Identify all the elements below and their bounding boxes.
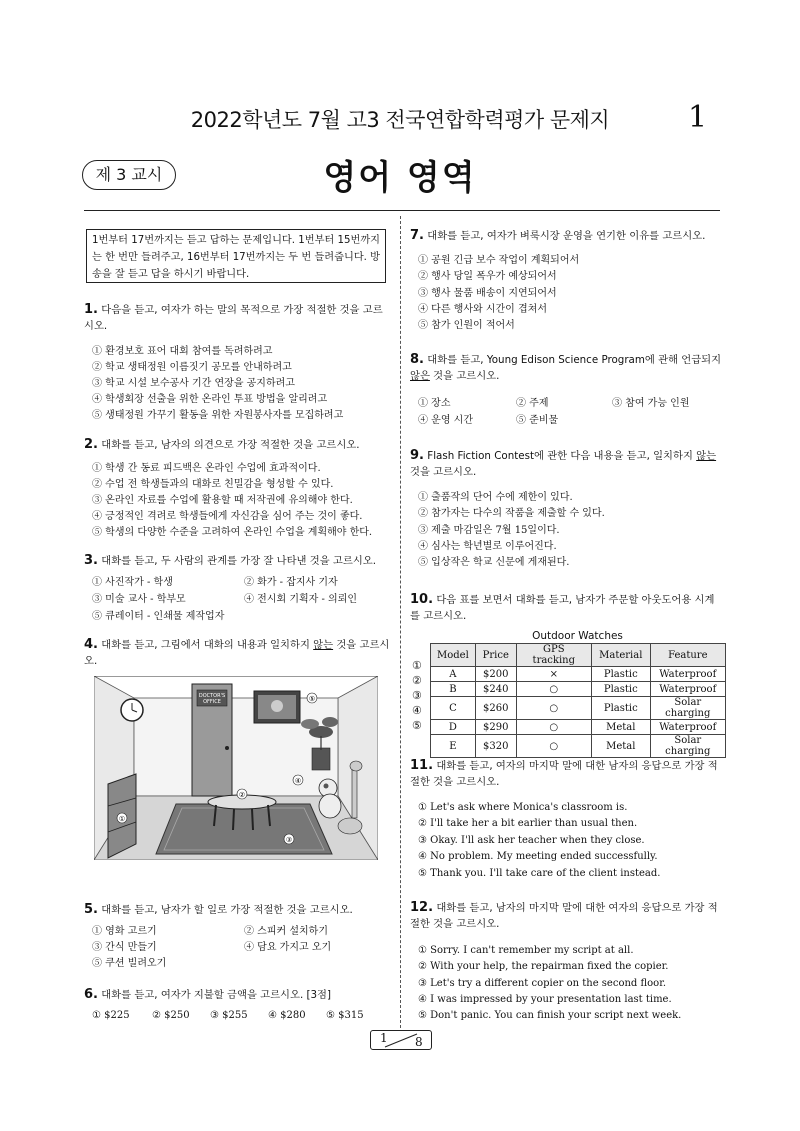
table-row: [431, 682, 726, 697]
question-text: 대화를 듣고, 여자의 마지막 말에 대한 남자의 응답으로 가장 적절한 것을 고르시오.: [410, 760, 718, 788]
option[interactable]: ② 화가 - 잡지사 기자: [244, 577, 338, 588]
question-text-part: 않는: [313, 639, 334, 651]
table-cell: Plastic: [591, 697, 650, 720]
question-number: 2.: [84, 437, 98, 452]
svg-text:③: ③: [285, 836, 293, 844]
question-2: [84, 437, 392, 453]
question-number: 9.: [410, 448, 424, 463]
table-cell: $240: [475, 682, 516, 697]
table-row: [431, 720, 726, 735]
column-header: Price: [475, 644, 516, 667]
option[interactable]: ④ $280: [268, 1010, 306, 1021]
option[interactable]: ④ 담요 가지고 오기: [244, 942, 332, 953]
option[interactable]: ② 학교 생태정원 이름짓기 공모를 안내하려고: [92, 362, 292, 373]
table-cell: ○: [516, 735, 591, 758]
subject-title: 영어 영역: [323, 158, 477, 198]
question-10: [410, 592, 722, 624]
option[interactable]: ② 수업 전 학생들과의 대화로 친밀감을 형성할 수 있다.: [92, 479, 334, 490]
option[interactable]: ⑤ 입상작은 학교 신문에 게재된다.: [418, 557, 570, 568]
question-1: [84, 302, 392, 334]
question-number: 4.: [84, 637, 98, 652]
option[interactable]: ⑤ 큐레이터 - 인쇄물 제작업자: [92, 611, 225, 622]
option[interactable]: ⑤ $315: [326, 1010, 364, 1021]
table-cell: Plastic: [591, 667, 650, 682]
table-cell: $290: [475, 720, 516, 735]
option[interactable]: ④ 전시회 기획자 - 의뢰인: [244, 594, 358, 605]
header-divider: [84, 210, 720, 211]
table-cell: $260: [475, 697, 516, 720]
option[interactable]: ⑤ 참가 인원이 적어서: [418, 320, 515, 331]
option[interactable]: ② I'll take her a bit earlier than usual then.: [418, 818, 638, 829]
table-cell: ○: [516, 720, 591, 735]
table-cell: E: [431, 735, 476, 758]
option[interactable]: ③ 행사 물품 배송이 지연되어서: [418, 288, 557, 299]
table-cell: A: [431, 667, 476, 682]
option[interactable]: ⑤ Don't panic. You can finish your script next week.: [418, 1010, 682, 1021]
question-text-part: 대화를 듣고, Young Edison Science Program에 관해 언급되지: [427, 354, 722, 366]
question-3: [84, 553, 394, 569]
option[interactable]: ④ 학생회장 선출을 위한 온라인 투표 방법을 알리려고: [92, 394, 328, 405]
question-number: 5.: [84, 902, 98, 917]
table-cell: $200: [475, 667, 516, 682]
question-number: 8.: [410, 352, 424, 367]
rug: [156, 804, 332, 854]
option[interactable]: ② $250: [152, 1010, 190, 1021]
column-header: Material: [591, 644, 650, 667]
option[interactable]: ① 사진작가 - 학생: [92, 577, 173, 588]
table-cell: Solar charging: [650, 735, 725, 758]
question-number: 12.: [410, 900, 434, 915]
svg-text:⑤: ⑤: [308, 695, 316, 703]
svg-text:OFFICE: OFFICE: [203, 699, 221, 705]
option[interactable]: ④ 운영 시간: [418, 415, 473, 426]
option[interactable]: ② 행사 당일 폭우가 예상되어서: [418, 271, 557, 282]
option[interactable]: ④ 심사는 학년별로 이루어진다.: [418, 541, 557, 552]
option[interactable]: ① $225: [92, 1010, 130, 1021]
option[interactable]: ④ 다른 행사와 시간이 겹쳐서: [418, 304, 547, 315]
question-text-part: 것을 고르시오.: [410, 466, 477, 478]
table-cell: Waterproof: [650, 682, 725, 697]
bookshelf: [108, 774, 136, 858]
option[interactable]: ① 학생 간 동료 피드백은 온라인 수업에 효과적이다.: [92, 463, 321, 474]
question-text: 대화를 듣고, 두 사람의 관계를 가장 잘 나타낸 것을 고르시오.: [101, 555, 376, 567]
table-cell: ○: [516, 682, 591, 697]
table-cell: B: [431, 682, 476, 697]
door: [192, 684, 232, 796]
option[interactable]: ② 주제: [516, 398, 549, 409]
option[interactable]: ④: [412, 704, 422, 717]
option[interactable]: ① 환경보호 표어 대회 참여를 독려하려고: [92, 346, 273, 357]
svg-text:②: ②: [238, 791, 246, 799]
option[interactable]: ③ 제출 마감일은 7월 15일이다.: [418, 525, 560, 536]
page-indicator: [370, 1030, 432, 1050]
option[interactable]: ② 스피커 설치하기: [244, 926, 328, 937]
option[interactable]: ④ 긍정적인 격려로 학생들에게 자신감을 심어 주는 것이 좋다.: [92, 511, 363, 522]
question-text: 대화를 듣고, 여자가 지불할 금액을 고르시오. [3점]: [101, 989, 332, 1001]
option[interactable]: ② 참가자는 다수의 작품을 제출할 수 있다.: [418, 508, 605, 519]
column-header: GPS tracking: [516, 644, 591, 667]
svg-text:④: ④: [294, 777, 302, 785]
question-9: [410, 448, 722, 480]
option[interactable]: ① 출품작의 단어 수에 제한이 있다.: [418, 492, 573, 503]
option[interactable]: ③ Okay. I'll ask her teacher when they close.: [418, 835, 645, 846]
question-number: 11.: [410, 758, 434, 773]
option[interactable]: ③ 참여 가능 인원: [612, 398, 690, 409]
question-text-part: 대화를 듣고, 그림에서 대화의 내용과 일치하지: [101, 639, 314, 651]
question-number: 1.: [84, 302, 98, 317]
option[interactable]: ① 장소: [418, 398, 451, 409]
option[interactable]: ① 영화 고르기: [92, 926, 157, 937]
question-6: [84, 987, 392, 1003]
option[interactable]: ②: [412, 674, 422, 687]
option[interactable]: ④ I was impressed by your presentation last time.: [418, 994, 672, 1005]
table-cell: Solar charging: [650, 697, 725, 720]
question-number: 6.: [84, 987, 98, 1002]
question-text: 다음을 듣고, 여자가 하는 말의 목적으로 가장 적절한 것을 고르시오.: [84, 304, 383, 332]
table-row: [431, 697, 726, 720]
question-number: 7.: [410, 228, 424, 243]
table-header-row: [431, 644, 726, 667]
table-title: Outdoor Watches: [532, 630, 623, 642]
column-header: Model: [431, 644, 476, 667]
option[interactable]: ①: [412, 659, 422, 672]
question-number: 3.: [84, 553, 98, 568]
column-header: Feature: [650, 644, 725, 667]
question-4: [84, 637, 392, 669]
option[interactable]: ① Let's ask where Monica's classroom is.: [418, 802, 628, 813]
question-5: [84, 902, 392, 918]
question-8: [410, 352, 722, 384]
page-number: 1: [688, 100, 708, 135]
table-cell: Plastic: [591, 682, 650, 697]
column-divider: [400, 216, 401, 1028]
option[interactable]: ③ Let's try a different copier on the second floor.: [418, 978, 667, 989]
office-illustration: [94, 676, 378, 860]
table-cell: $320: [475, 735, 516, 758]
option[interactable]: ① 공원 긴급 보수 작업이 계획되어서: [418, 255, 580, 266]
question-12: [410, 900, 722, 932]
current-page: 1: [380, 1031, 388, 1045]
table-cell: C: [431, 697, 476, 720]
exam-title: 2022학년도 7월 고3 전국연합학력평가 문제지: [190, 108, 610, 132]
question-text-part: 것을 고르시오.: [429, 370, 500, 382]
option[interactable]: ⑤ 학생의 다양한 수준을 고려하여 온라인 수업을 계획해야 한다.: [92, 527, 373, 538]
question-text: 대화를 듣고, 남자의 의견으로 가장 적절한 것을 고르시오.: [101, 439, 360, 451]
question-text: 다음 표를 보면서 대화를 듣고, 남자가 주문할 아웃도어용 시계를 고르시오.: [410, 594, 715, 622]
table-cell: Waterproof: [650, 720, 725, 735]
option[interactable]: ② With your help, the repairman fixed the copier.: [418, 961, 669, 972]
question-text: 대화를 듣고, 여자가 벼룩시장 운영을 연기한 이유를 고르시오.: [427, 230, 706, 242]
question-text-part: 않는: [696, 450, 717, 462]
option[interactable]: ③ 온라인 자료를 수업에 활용할 때 저작권에 유의해야 한다.: [92, 495, 353, 506]
table-cell: ○: [516, 697, 591, 720]
question-text-part: Flash Fiction Contest에 관한 다음 내용을 듣고, 일치하지: [427, 450, 697, 462]
table-cell: Metal: [591, 720, 650, 735]
question-text: 대화를 듣고, 남자가 할 일로 가장 적절한 것을 고르시오.: [101, 904, 353, 916]
question-text: 대화를 듣고, 남자의 마지막 말에 대한 여자의 응답으로 가장 적절한 것을 고르시오.: [410, 902, 718, 930]
option[interactable]: ① Sorry. I can't remember my script at all.: [418, 945, 634, 956]
option[interactable]: ④ No problem. My meeting ended successfully.: [418, 851, 658, 862]
option[interactable]: ⑤ 준비물: [516, 415, 559, 426]
clock-icon: [121, 699, 143, 721]
option[interactable]: ③ $255: [210, 1010, 248, 1021]
table-cell: ×: [516, 667, 591, 682]
option[interactable]: ⑤ 생태정원 가꾸기 활동을 위한 자원봉사자를 모집하려고: [92, 410, 344, 421]
question-text-part: 것을 고르시오.: [84, 639, 390, 667]
option[interactable]: ⑤: [412, 719, 422, 732]
listening-notice: 1번부터 17번까지는 듣고 답하는 문제입니다. 1번부터 15번까지는 한 번만 들려주고, 16번부터 17번까지는 두 번 들려줍니다. 방송을 잘 듣고 답을 하시기 바랍니다.: [86, 229, 386, 283]
option[interactable]: ③: [412, 689, 422, 702]
svg-text:①: ①: [118, 815, 126, 823]
svg-text:DOCTOR'S: DOCTOR'S: [198, 693, 226, 699]
watch-table: [430, 643, 726, 758]
table-cell: D: [431, 720, 476, 735]
session-badge: 제 3 교시: [82, 160, 176, 190]
question-number: 10.: [410, 592, 434, 607]
option[interactable]: ⑤ Thank you. I'll take care of the client instead.: [418, 868, 661, 879]
table-cell: Metal: [591, 735, 650, 758]
table-row: [431, 667, 726, 682]
total-pages: 8: [415, 1035, 423, 1049]
table-row: [431, 735, 726, 758]
question-7: [410, 228, 722, 244]
option[interactable]: ③ 미술 교사 - 학부모: [92, 594, 186, 605]
table-cell: Waterproof: [650, 667, 725, 682]
option[interactable]: ③ 간식 만들기: [92, 942, 157, 953]
option[interactable]: ⑤ 쿠션 빌려오기: [92, 958, 167, 969]
option[interactable]: ③ 학교 시설 보수공사 기간 연장을 공지하려고: [92, 378, 295, 389]
question-11: [410, 758, 722, 790]
question-text-part: 않은: [410, 370, 430, 382]
